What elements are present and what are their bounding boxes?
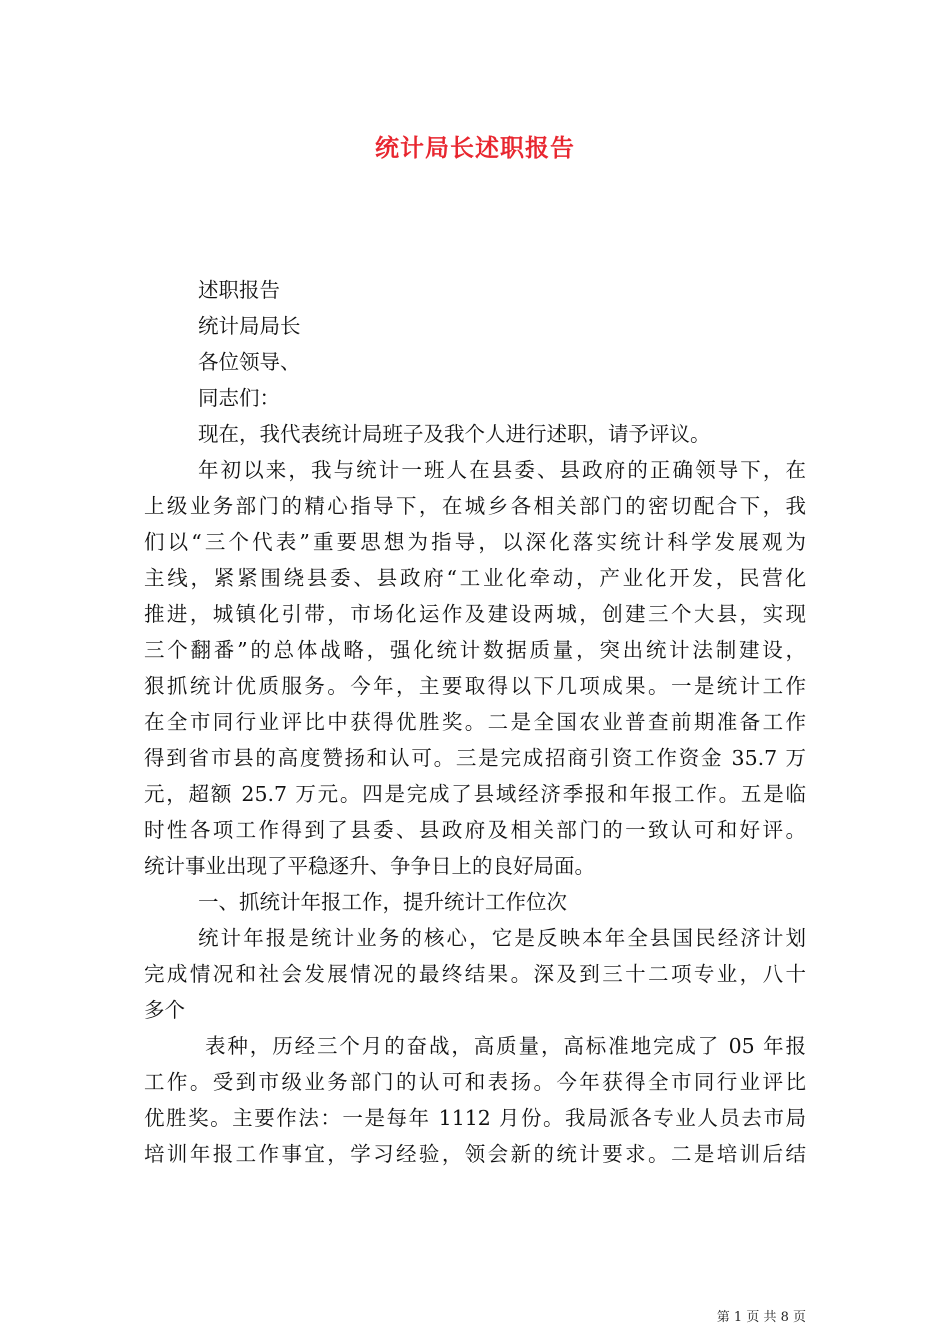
text-line: 多个 (144, 998, 185, 1022)
text-line: 主线，紧紧围绕县委、县政府“工业化牵动，产业化开发，民营化 (144, 566, 806, 590)
text-line: 三个翻番”的总体战略，强化统计数据质量，突出统计法制建设， (144, 638, 806, 662)
text-line: 优胜奖。主要作法：一是每年 1112 月份。我局派各专业人员去市局 (144, 1106, 806, 1130)
text-line: 现在，我代表统计局班子及我个人进行述职，请予评议。 (198, 422, 711, 446)
text-line: 元，超额 25.7 万元。四是完成了县域经济季报和年报工作。五是临 (144, 782, 806, 806)
text-line: 得到省市县的高度赞扬和认可。三是完成招商引资工作资金 35.7 万 (144, 746, 806, 770)
text-line: 统计事业出现了平稳逐升、争争日上的良好局面。 (144, 854, 595, 878)
document-title: 统计局长述职报告 (375, 133, 575, 162)
text-line: 狠抓统计优质服务。今年，主要取得以下几项成果。一是统计工作 (144, 674, 806, 698)
document-body (144, 272, 806, 1172)
text-line: 同志们： (198, 386, 280, 410)
text-line: 们以“三个代表”重要思想为指导，以深化落实统计科学发展观为 (144, 530, 806, 554)
text-line: 统计局局长 (198, 314, 301, 338)
text-line: 表种，历经三个月的奋战，高质量，高标准地完成了 05 年报 (205, 1034, 806, 1058)
text-line: 推进，城镇化引带，市场化运作及建设两城，创建三个大县，实现 (144, 602, 806, 626)
text-line: 统计年报是统计业务的核心，它是反映本年全县国民经济计划 (198, 926, 806, 950)
text-line: 培训年报工作事宜，学习经验，领会新的统计要求。二是培训后结 (144, 1142, 806, 1166)
text-line: 时性各项工作得到了县委、县政府及相关部门的一致认可和好评。 (144, 818, 806, 842)
text-line: 完成情况和社会发展情况的最终结果。深及到三十二项专业，八十 (144, 962, 806, 986)
text-line: 工作。受到市级业务部门的认可和表扬。今年获得全市同行业评比 (144, 1070, 806, 1094)
page-footer: 第 1 页 共 8 页 (716, 1310, 806, 1325)
section-heading: 一、抓统计年报工作，提升统计工作位次 (198, 890, 567, 914)
text-line: 上级业务部门的精心指导下，在城乡各相关部门的密切配合下，我 (144, 494, 806, 518)
text-line: 述职报告 (198, 278, 280, 302)
text-line: 各位领导、 (198, 350, 301, 374)
text-line: 在全市同行业评比中获得优胜奖。二是全国农业普查前期准备工作 (144, 710, 806, 734)
text-line: 年初以来，我与统计一班人在县委、县政府的正确领导下，在 (198, 458, 806, 482)
